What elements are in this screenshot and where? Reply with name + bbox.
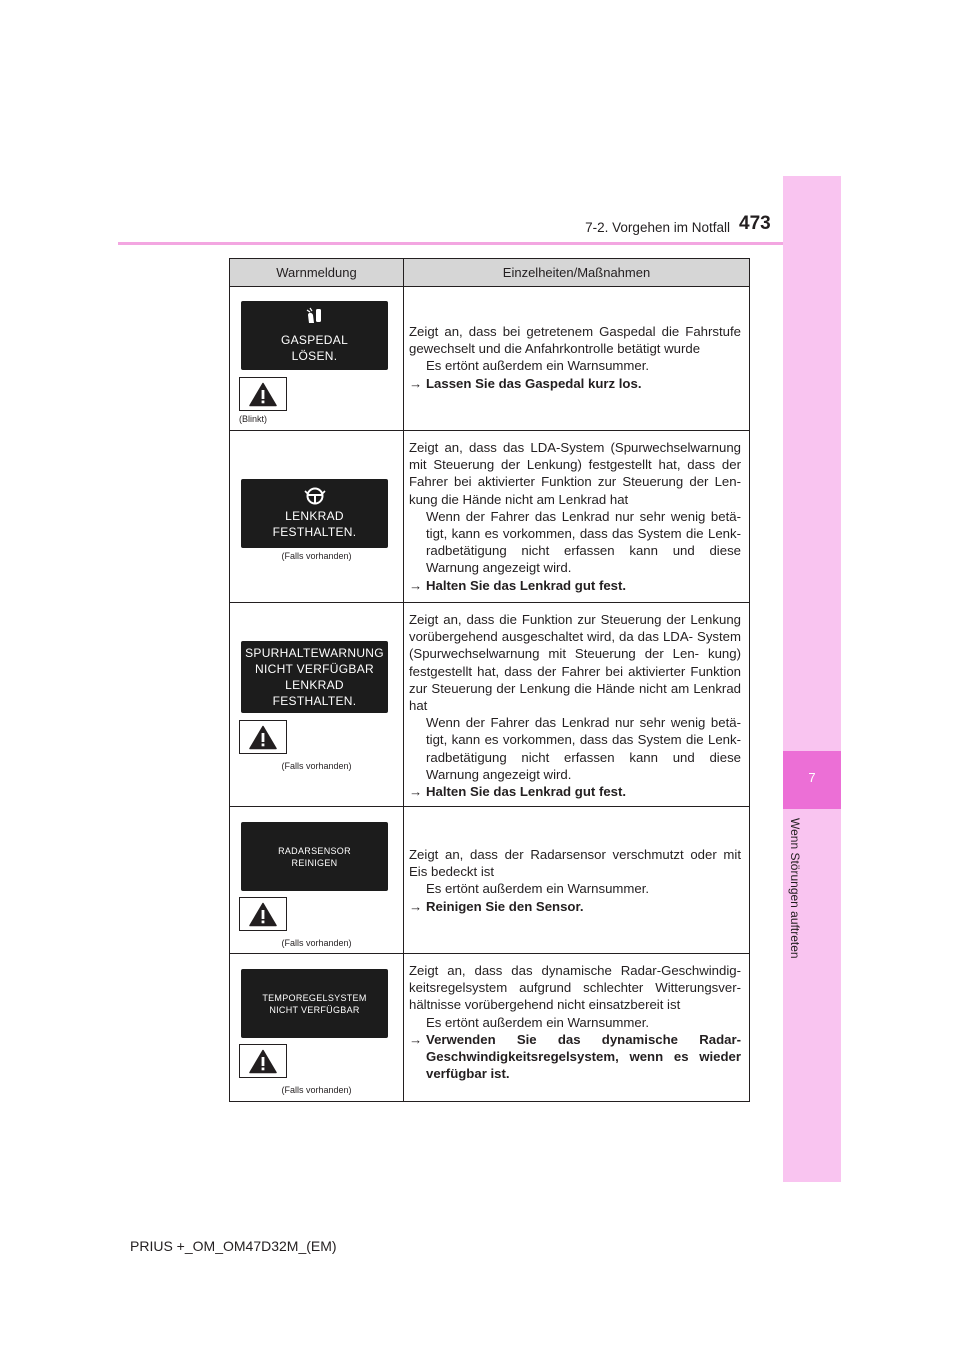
page-number: 473 bbox=[739, 213, 771, 234]
availability-note: (Falls vorhanden) bbox=[281, 1085, 352, 1095]
action-text: Halten Sie das Lenkrad gut fest. bbox=[426, 577, 627, 593]
message-display bbox=[241, 479, 388, 548]
pedal-foot-icon bbox=[305, 307, 325, 329]
display-line: LENKRAD bbox=[285, 678, 344, 692]
details-extra: Es ertönt außerdem ein Warnsummer. bbox=[426, 1014, 650, 1030]
action-text: Verwenden Sie das dynamische Radar- Geschwindigkeitsregelsystem, wenn es wieder verfügbar ist. bbox=[426, 1031, 741, 1082]
steering-wheel-icon bbox=[304, 487, 326, 505]
details-extra: Wenn der Fahrer das Lenkrad nur sehr wenig betä- tigt, kann es vorkommen, dass das System die Lenk- radbetätigung nicht erfassen kann und diese Warnung angezeigt wird. bbox=[426, 508, 741, 576]
details-cell bbox=[404, 603, 749, 806]
warning-display-cell bbox=[230, 954, 404, 1101]
warning-triangle-icon bbox=[249, 725, 277, 750]
table-row bbox=[230, 287, 749, 431]
section-title: 7-2. Vorgehen im Notfall bbox=[585, 220, 730, 235]
action-line bbox=[409, 783, 741, 800]
warning-display-cell bbox=[230, 807, 404, 953]
header-rule bbox=[118, 242, 783, 245]
chapter-name: Wenn Störungen auftreten bbox=[788, 818, 802, 959]
display-line: FESTHALTEN. bbox=[272, 694, 357, 708]
warning-light bbox=[239, 897, 287, 931]
document-code-footer: PRIUS +_OM_OM47D32M_(EM) bbox=[130, 1238, 337, 1254]
availability-note: (Falls vorhanden) bbox=[281, 938, 352, 948]
display-line: NICHT VERFÜGBAR bbox=[269, 1004, 360, 1015]
warning-display-cell bbox=[230, 603, 404, 806]
table-row bbox=[230, 603, 749, 807]
action-line bbox=[409, 577, 741, 594]
display-line: LÖSEN. bbox=[291, 349, 338, 363]
action-text: Reinigen Sie den Sensor. bbox=[426, 898, 584, 914]
display-line: NICHT VERFÜGBAR bbox=[255, 662, 374, 676]
message-display bbox=[241, 641, 388, 713]
details-cell bbox=[404, 807, 749, 953]
display-line: REINIGEN bbox=[291, 857, 338, 868]
header-details: Einzelheiten/Maßnahmen bbox=[502, 265, 651, 280]
blink-note: (Blinkt) bbox=[239, 414, 268, 424]
arrow-icon: → bbox=[409, 784, 423, 800]
details-text: Zeigt an, dass bei getretenem Gaspedal die Fahrstufe gewechselt und die Anfahrkontrolle betätigt wurde bbox=[409, 324, 741, 357]
display-line: GASPEDAL bbox=[280, 333, 349, 347]
chapter-side-tab bbox=[783, 176, 841, 1182]
display-line: SPURHALTEWARNUNG bbox=[245, 646, 384, 660]
warning-message-table bbox=[229, 258, 750, 1102]
warning-display-cell bbox=[230, 287, 404, 430]
action-text: Halten Sie das Lenkrad gut fest. bbox=[426, 784, 627, 800]
warning-light bbox=[239, 720, 287, 754]
availability-note: (Falls vorhanden) bbox=[281, 761, 352, 771]
details-text: Zeigt an, dass das LDA-System (Spurwechselwarnung mit Steuerung der Lenkung) festgestellt hat, dass der Fahrer bei aktivierter Funktion zur Steuerung der Len- kung die Hände nicht am Lenkrad hat bbox=[409, 440, 741, 507]
details-extra: Wenn der Fahrer das Lenkrad nur sehr wenig betä- tigt, kann es vorkommen, dass das System die Lenk- radbetätigung nicht erfassen kann und diese Warnung angezeigt wird. bbox=[426, 715, 741, 782]
chapter-number: 7 bbox=[808, 770, 816, 785]
action-line bbox=[409, 375, 741, 392]
details-cell bbox=[404, 287, 749, 430]
details-text: Zeigt an, dass der Radarsensor verschmutzt oder mit Eis bedeckt ist bbox=[409, 847, 741, 880]
message-display bbox=[241, 822, 388, 891]
warning-triangle-icon bbox=[249, 382, 277, 407]
header-warnmeldung: Warnmeldung bbox=[230, 259, 404, 286]
details-cell bbox=[404, 431, 749, 602]
arrow-icon: → bbox=[409, 577, 423, 593]
details-cell bbox=[404, 954, 749, 1101]
table-row bbox=[230, 431, 749, 603]
action-line bbox=[409, 898, 741, 915]
table-row bbox=[230, 954, 749, 1101]
display-line: TEMPOREGELSYSTEM bbox=[262, 992, 367, 1003]
availability-note: (Falls vorhanden) bbox=[281, 551, 352, 561]
arrow-icon: → bbox=[409, 898, 423, 914]
message-display bbox=[241, 969, 388, 1038]
action-line bbox=[409, 1031, 741, 1083]
warning-display-cell bbox=[230, 431, 404, 602]
action-text: Lassen Sie das Gaspedal kurz los. bbox=[426, 375, 642, 391]
display-line: FESTHALTEN. bbox=[272, 525, 357, 539]
table-header bbox=[230, 259, 749, 287]
table-row bbox=[230, 807, 749, 954]
display-line: LENKRAD bbox=[285, 509, 344, 523]
warning-triangle-icon bbox=[249, 1049, 277, 1074]
warning-triangle-icon bbox=[249, 902, 277, 927]
details-text: Zeigt an, dass das dynamische Radar-Geschwindig- keitsregelsystem aufgrund schlechter Witterungsver- hältnisse vorübergehend nicht einsatzbereit ist bbox=[409, 963, 741, 1013]
arrow-icon: → bbox=[409, 1031, 423, 1047]
details-extra: Es ertönt außerdem ein Warnsummer. bbox=[426, 358, 650, 374]
arrow-icon: → bbox=[409, 375, 423, 391]
display-line: RADARSENSOR bbox=[278, 845, 351, 856]
warning-light bbox=[239, 377, 287, 411]
details-text: Zeigt an, dass die Funktion zur Steuerung der Lenkung vorübergehend ausgeschaltet wird, da das LDA- System (Spurwechselwarnung mit Steuerung der Len- kung) festgestellt hat, dass der Fahrer bei aktivierter Funktion zur Steuerung der Lenkung die Hände nicht am Lenkrad hat bbox=[409, 612, 741, 714]
message-display bbox=[241, 301, 388, 370]
details-extra: Es ertönt außerdem ein Warnsummer. bbox=[426, 881, 650, 897]
warning-light bbox=[239, 1044, 287, 1078]
